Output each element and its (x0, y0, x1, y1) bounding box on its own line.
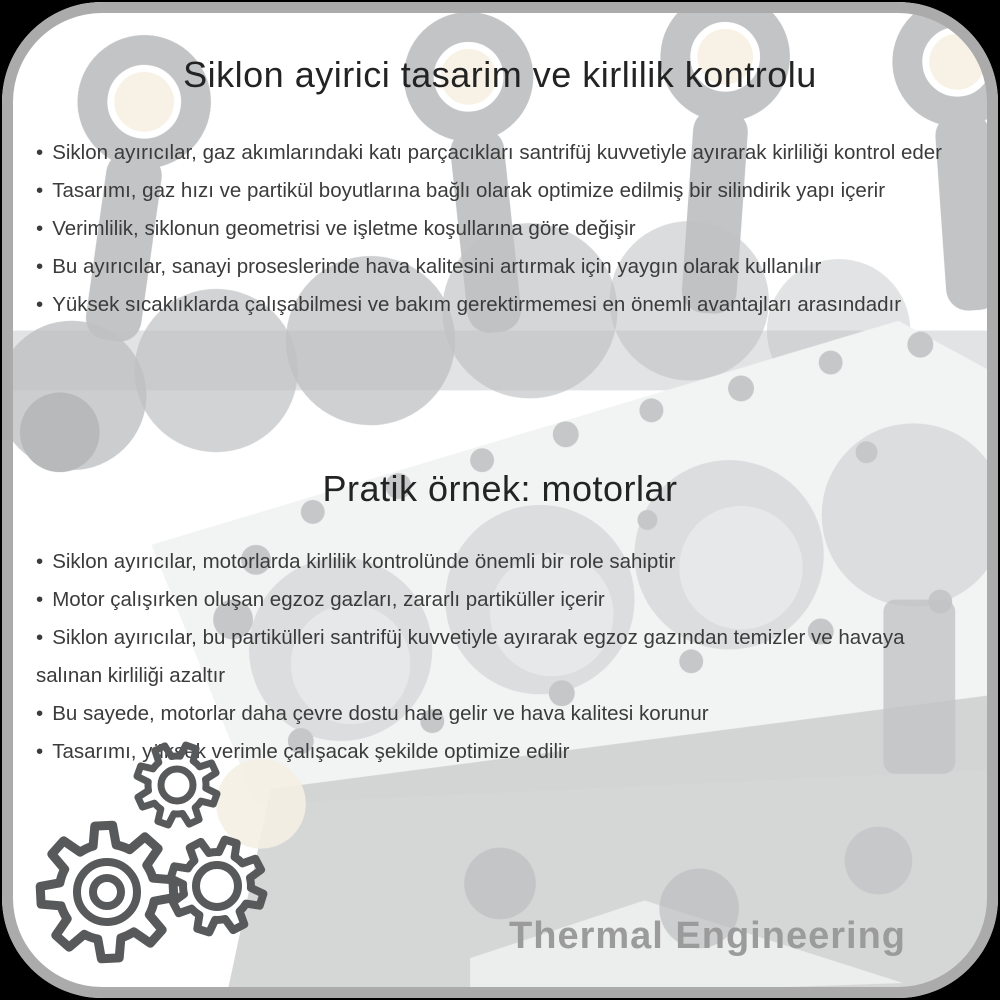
bullet-item (36, 134, 952, 172)
bullet-marker: • (36, 217, 44, 240)
main-title: Siklon ayirici tasarim ve kirlilik kontrolu (183, 54, 817, 95)
bullet-text: Motor çalışırken oluşan egzoz gazları, zararlı partiküller içerir (52, 588, 605, 611)
slide-content (2, 2, 998, 998)
bullet-text: Verimlilik, siklonun geometrisi ve işletme koşullarına göre değişir (52, 217, 636, 240)
bullet-item (36, 286, 916, 324)
thermal-engineering-watermark: Thermal Engineering (509, 915, 906, 957)
bullet-marker: • (36, 588, 44, 611)
bullet-marker: • (36, 179, 44, 202)
bullet-text: Bu ayırıcılar, sanayi proseslerinde hava kalitesini artırmak için yaygın olarak kullanılır (52, 255, 822, 278)
bullet-item (36, 248, 952, 286)
bullet-text: Siklon ayırıcılar, bu partikülleri santrifüj kuvvetiyle ayırarak egzoz gazından temizler ve havaya salınan kirliliği azaltır (36, 626, 905, 687)
bullet-text: Tasarımı, gaz hızı ve partikül boyutlarına bağlı olarak optimize edilmiş bir silindirik yapı içerir (52, 179, 886, 202)
bullet-marker: • (36, 293, 44, 316)
bullet-list-design (36, 134, 952, 324)
bullet-text: Siklon ayırıcılar, gaz akımlarındaki katı parçacıkları santrifüj kuvvetiyle ayırarak kirliliği kontrol eder (52, 141, 942, 164)
bullet-text: Tasarımı, yüksek verimle çalışacak şekilde optimize edilir (52, 740, 570, 763)
bullet-item (36, 543, 952, 581)
bullet-text: Bu sayede, motorlar daha çevre dostu hale gelir ve hava kalitesi korunur (52, 702, 709, 725)
bullet-item (36, 172, 952, 210)
bullet-text: Siklon ayırıcılar, motorlarda kirlilik kontrolünde önemli bir role sahiptir (52, 550, 676, 573)
bullet-marker: • (36, 740, 44, 763)
bullet-item (36, 210, 952, 248)
bullet-item (36, 581, 952, 619)
bullet-item (36, 695, 952, 733)
bullet-marker: • (36, 702, 44, 725)
bullet-text: Yüksek sıcaklıklarda çalışabilmesi ve bakım gerektirmemesi en önemli avantajları arasındadır (52, 293, 902, 316)
bullet-list-engines (36, 543, 952, 771)
section-title-engines: Pratik örnek: motorlar (322, 468, 678, 509)
bullet-marker: • (36, 626, 44, 649)
bullet-item (36, 733, 952, 771)
bullet-marker: • (36, 550, 44, 573)
bullet-marker: • (36, 255, 44, 278)
bullet-marker: • (36, 141, 44, 164)
bullet-item (36, 619, 952, 695)
slide-card (2, 2, 998, 998)
